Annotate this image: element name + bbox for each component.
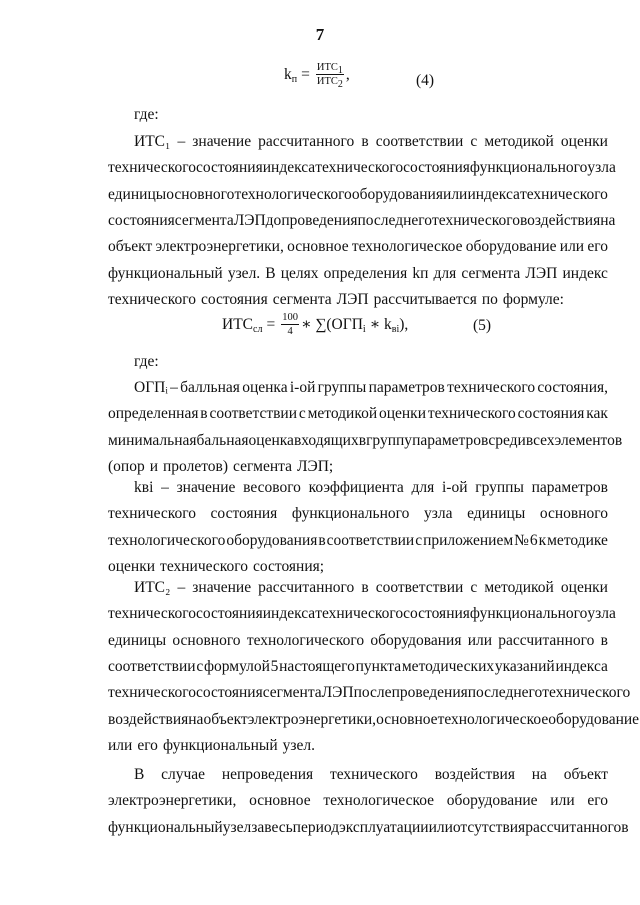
paragraph-its2-line: воздействия на объект электроэнергетики, основное технологическое оборудование: [108, 710, 640, 728]
paragraph-its1-line: технического состояния индекса технического состояния функционального узла: [108, 159, 616, 177]
where-label-2: где:: [134, 353, 159, 370]
paragraph-ogp-line: минимальная бальная оценка входящих в группу параметров среди всех элементов: [108, 431, 623, 449]
formula-4-number: (4): [416, 72, 435, 89]
where-label-1: где:: [134, 106, 159, 123]
paragraph-its1-line: единицы основного технологического оборудования или индекса технического: [108, 185, 608, 203]
paragraph-kv-line: kвi – значение весового коэффициента для i-ой группы параметров: [134, 479, 608, 496]
formula-4-comma: ,: [345, 65, 350, 83]
formula-5-fraction: $\frac{100}{4}$: [282, 312, 298, 338]
paragraph-kv-line: технологического оборудования в соответствии с приложением № 6 к методике: [108, 531, 608, 549]
paragraph-its2-line: технического состояния сегмента ЛЭП после проведения последнего технического: [108, 684, 631, 702]
formula-4-fraction: $\frac{ИТС_1}{ИТС_2}$: [316, 62, 343, 91]
formula-4: [284, 62, 350, 91]
paragraph-case-line: электроэнергетики, основное технологическое оборудование или его: [108, 792, 608, 810]
formula-5-lhs: $ИТС_{сл}$: [222, 315, 263, 335]
paragraph-ogp-line: определенная в соответствии с методикой оценки технического состояния как: [108, 405, 608, 423]
formula-4-equals: =: [301, 65, 310, 83]
paragraph-its2-line: или его функциональный узел.: [108, 736, 316, 754]
paragraph-its2-line: ИТС₂ – значение рассчитанного в соответствии с методикой оценки: [134, 579, 608, 596]
paragraph-kv-line: оценки технического состояния;: [108, 557, 325, 575]
paragraph-ogp-line: ОГПᵢ – балльная оценка i-ой группы параметров технического состояния,: [134, 379, 608, 396]
paragraph-its2-line: единицы основного технологического оборудования или рассчитанного в: [108, 631, 608, 649]
paragraph-case-line: функциональный узел за весь период эксплуатации или отсутствия рассчитанного в: [108, 818, 629, 836]
paragraph-kv-line: технического состояния функционального узла единицы основного: [108, 505, 608, 523]
paragraph-its1-line: объект электроэнергетики, основное технологическое оборудование или его: [108, 238, 608, 256]
formula-5-equals: =: [266, 315, 276, 333]
formula-4-lhs: $k_п$: [284, 65, 298, 85]
paragraph-case-line: В случае непроведения технического воздействия на объект: [134, 766, 608, 783]
paragraph-its1-line: ИТС₁ – значение рассчитанного в соответствии с методикой оценки: [134, 133, 608, 150]
paragraph-its2-line: соответствии с формулой 5 настоящего пункта методических указаний индекса: [108, 657, 608, 675]
formula-5-body: ∗ $\sum(ОГП_i$ ∗ $k_{вi}$),: [300, 316, 409, 336]
paragraph-its1-line: состояния сегмента ЛЭП до проведения последнего технического воздействия на: [108, 211, 616, 229]
paragraph-its2-line: технического состояния индекса технического состояния функционального узла: [108, 605, 616, 623]
paragraph-its1-line: функциональный узел. В целях определения kп для сегмента ЛЭП индекс: [108, 264, 608, 282]
formula-5: [222, 312, 408, 337]
formula-5-number: (5): [473, 317, 492, 334]
paragraph-its1-line: технического состояния сегмента ЛЭП рассчитывается по формуле:: [108, 290, 564, 308]
paragraph-ogp-line: (опор и пролетов) сегмента ЛЭП;: [108, 457, 334, 475]
page-number: 7: [315, 25, 325, 44]
